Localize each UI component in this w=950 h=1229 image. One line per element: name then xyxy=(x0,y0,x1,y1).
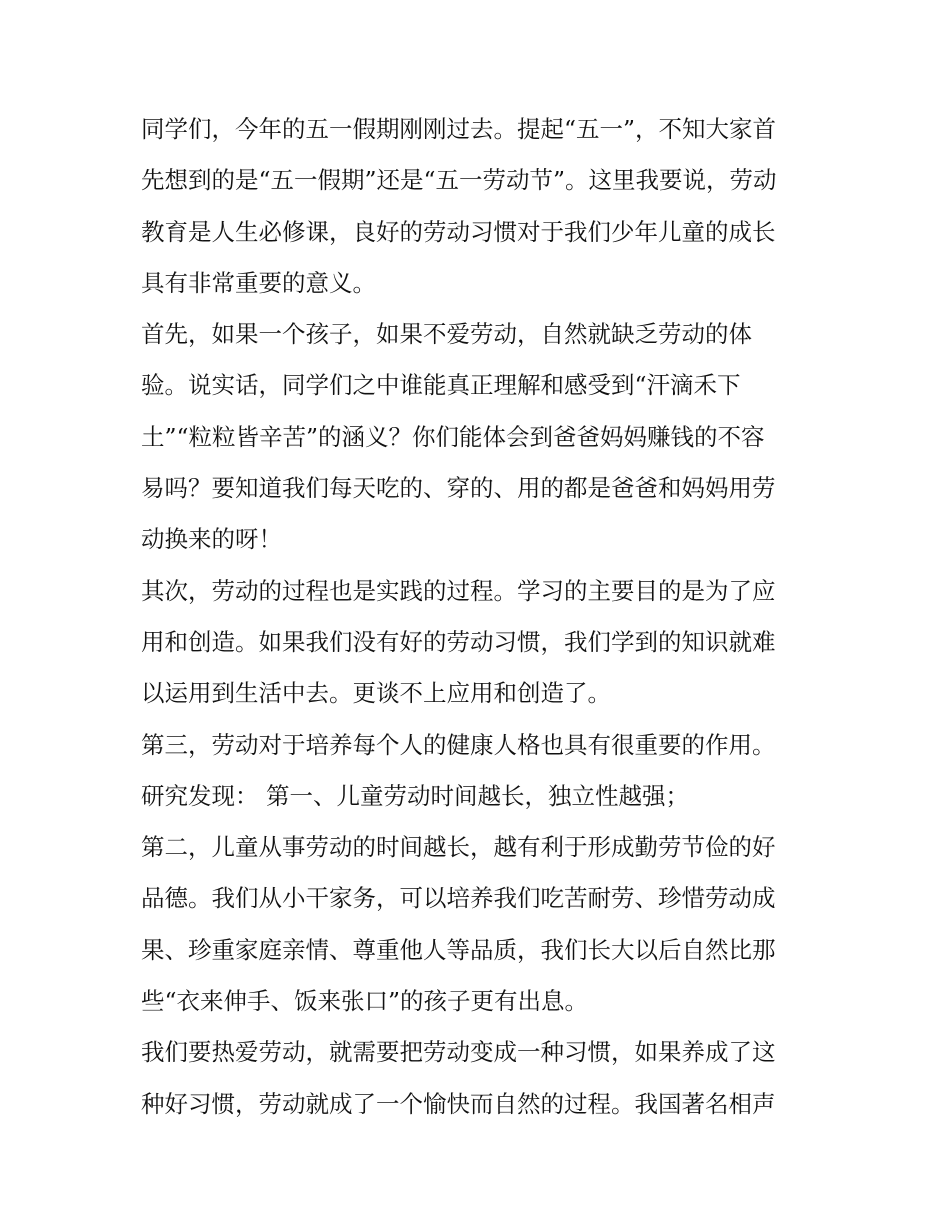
text-line: 我们要热爱劳动，就需要把劳动变成一种习惯，如果养成了这 xyxy=(141,1038,776,1067)
text-line: 土”“粒粒皆辛苦”的涵义？你们能体会到爸爸妈妈赚钱的不容 xyxy=(141,422,765,451)
body-text xyxy=(141,104,821,1130)
text-line: 品德。我们从小干家务，可以培养我们吃苦耐劳、珍惜劳动成 xyxy=(141,884,776,913)
text-line: 第二，儿童从事劳动的时间越长，越有利于形成勤劳节俭的好 xyxy=(141,833,776,862)
text-line: 以运用到生活中去。更谈不上应用和创造了。 xyxy=(141,679,611,708)
text-line: 易吗？要知道我们每天吃的、穿的、用的都是爸爸和妈妈用劳 xyxy=(141,474,776,503)
text-line: 果、珍重家庭亲情、尊重他人等品质，我们长大以后自然比那 xyxy=(141,935,776,964)
text-line: 动换来的呀！ xyxy=(141,525,282,554)
text-line: 同学们，今年的五一假期刚刚过去。提起“五一”，不知大家首 xyxy=(141,115,777,143)
text-line: 首先，如果一个孩子，如果不爱劳动，自然就缺乏劳动的体 xyxy=(141,320,752,349)
text-line: 用和创造。如果我们没有好的劳动习惯，我们学到的知识就难 xyxy=(141,627,776,656)
text-line: 先想到的是“五一假期”还是“五一劳动节”。这里我要说，劳动 xyxy=(141,166,777,195)
text-line: 具有非常重要的意义。 xyxy=(141,268,376,297)
text-line: 研究发现： 第一、儿童劳动时间越长，独立性越强； xyxy=(141,781,689,810)
text-line: 种好习惯，劳动就成了一个愉快而自然的过程。我国著名相声 xyxy=(141,1089,776,1118)
text-line: 其次，劳动的过程也是实践的过程。学习的主要目的是为了应 xyxy=(141,576,776,605)
text-line: 些“衣来伸手、饭来张口”的孩子更有出息。 xyxy=(141,987,589,1016)
text-line: 教育是人生必修课，良好的劳动习惯对于我们少年儿童的成长 xyxy=(141,217,776,246)
text-line: 验。说实话，同学们之中谁能真正理解和感受到“汗滴禾下 xyxy=(141,371,741,400)
text-line: 第三，劳动对于培养每个人的健康人格也具有很重要的作用。 xyxy=(141,730,776,759)
